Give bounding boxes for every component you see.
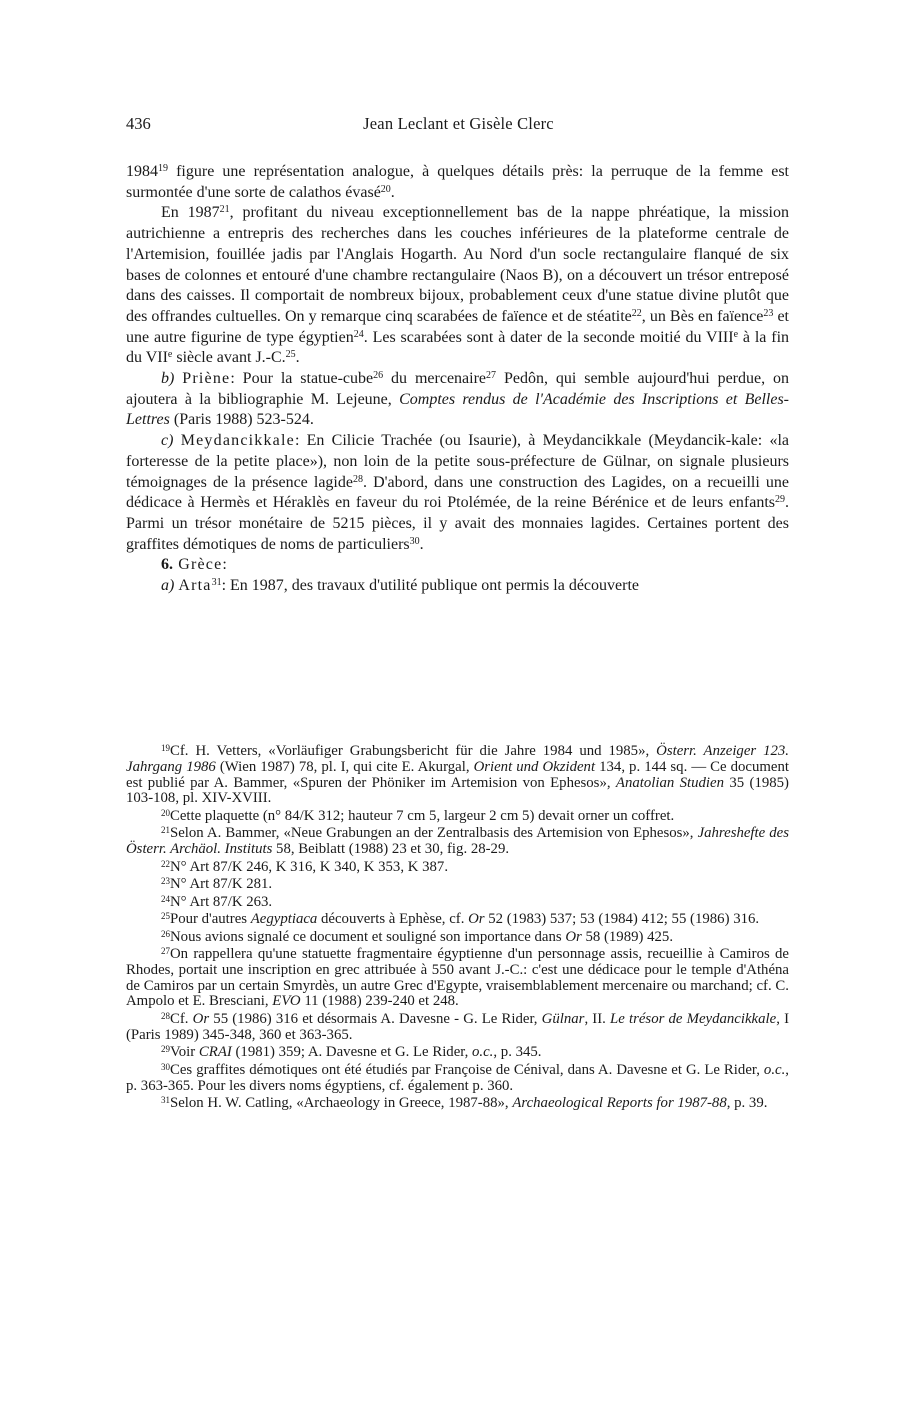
footnote-29: $^{29}$Voir CRAI (1981) 359; A. Davesne et G. Le Rider, o.c., p. 345.: [161, 1044, 542, 1061]
paragraph-priene: b) Priène: Pour la statue-cube$^{26}$ du mercenaire$^{27}$ Pedôn, qui semble aujourd'hui perdue, on ajoutera à la bibliographie M. Lejeune, Comptes rendus de l'Académie des Inscriptions et Belles-Lettres (Paris 1988) 523-524.: [126, 370, 790, 429]
place-name: Meydancikkale: [180, 432, 295, 450]
paragraph-continuation: 1984$^{19}$ figure une représentation analogue, à quelques détails près: la perruque de la femme est surmontée d'une sorte de calathos évasé$^{20}$.: [126, 163, 789, 201]
footnote-31: $^{31}$Selon H. W. Catling, «Archaeology in Greece, 1987-88», Archaeological Reports for 1987-88, p. 39.: [161, 1094, 768, 1111]
footnote-ref: 31: [211, 577, 222, 589]
section-heading-grece: 6. Grèce:: [161, 556, 229, 574]
footnote-21: $^{21}$Selon A. Bammer, «Neue Grabungen an der Zentralbasis des Artemision von Ephesos», Jahreshefte des Österr. Archäol. Instituts 58, Beiblatt (1988) 23 et 30, fig. 28-29.: [126, 825, 789, 858]
running-header: [126, 114, 791, 140]
footnote-27: $^{27}$On rappellera qu'une statuette fragmentaire égyptienne d'un personnage assis, recueillie à Camiros de Rhodes, portait une inscription en grec attribuée à 550 avant J.-C.: c'est une dédicace pour le temple d'Athéna de Camiros par un certain Smyrdès, un autre Grec d'Egypte, vraisemblablement mercenaire ou marchand; cf. C. Ampolo et E. Bresciani, EVO 11 (1988) 239-240 et 248.: [126, 946, 789, 1010]
footnote-ref: 28: [352, 473, 363, 485]
footnote-ref: 24: [353, 328, 364, 340]
paragraph-meydancikkale: c) Meydancikkale: En Cilicie Trachée (ou Isaurie), à Meydancikkale (Meydancik-kale: «la forteresse de la petite place»), non loin de la petite sous-préfecture de Gülnar, on signale plusieurs témoignages de la présence lagide$^{28}$. D'abord, dans une construction des Lagides, on a recueilli une dédicace à Hermès et Héraklès en faveur du roi Ptolémée, de la reine Bérénice et de leurs enfants$^{29}$. Parmi un trésor monétaire de 5215 pièces, il y avait des monnaies lagides. Certaines portent des graffites démotiques de noms de particuliers$^{30}$.: [126, 432, 790, 553]
footnotes: [126, 744, 789, 1113]
footnote-ref: 23: [763, 307, 774, 319]
footnote-28: $^{28}$Cf. Or 55 (1986) 316 et désormais A. Davesne - G. Le Rider, Gülnar, II. Le trésor de Meydancikkale, I (Paris 1989) 345-348, 360 et 363-365.: [126, 1010, 789, 1043]
place-name: Arta: [178, 577, 212, 595]
footnote-ref: 22: [631, 307, 642, 319]
footnote-ref: 20: [380, 183, 391, 195]
footnote-ref: 29: [775, 494, 785, 506]
page-number: 436: [126, 114, 151, 133]
footnote-30: $^{30}$Ces graffites démotiques ont été étudiés par Françoise de Cénival, dans A. Davesne et G. Le Rider, o.c., p. 363-365. Pour les divers noms égyptiens, cf. également p. 360.: [126, 1061, 789, 1094]
paragraph-ephesos-1987: En 1987$^{21}$, profitant du niveau exceptionnellement bas de la nappe phréatique, la mission autrichienne a entrepris des recherches dans les couches inférieures de la plateforme centrale de l'Artemision, fouillée jadis par l'Anglais Hogarth. Au Nord d'un socle rectangulaire flanqué de six bases de colonnes et entouré d'une chambre rectangulaire (Naos B), on a découvert un trésor entreposé dans des caisses. Il comportait de nombreux bijoux, probablement ceux d'une statue divine plutôt que des offrandes cultuelles. On y remarque cinq scarabées de faïence et de stéatite$^{22}$, un Bès en faïence$^{23}$ et une autre figurine de type égyptien$^{24}$. Les scarabées sont à dater de la seconde moitié du VIIIe à la fin du VIIe siècle avant J.-C.$^{25}$.: [126, 204, 790, 367]
footnote-26: $^{26}$Nous avions signalé ce document et souligné son importance dans Or 58 (1989) 425.: [161, 928, 674, 945]
running-title: Jean Leclant et Gisèle Clerc: [363, 114, 554, 133]
footnote-ref: 27: [486, 370, 497, 382]
footnote-19: $^{19}$Cf. H. Vetters, «Vorläufiger Grabungsbericht für die Jahre 1984 und 1985», Österr. Anzeiger 123. Jahrgang 1986 (Wien 1987) 78, pl. I, qui cite E. Akurgal, Orient und Okzident 134, p. 144 sq. — Ce document est publié par A. Bammer, «Spuren der Phöniker im Artemision von Ephesos», Anatolian Studien 35 (1985) 103-108, pl. XIV-XVIII.: [126, 743, 790, 807]
footnote-24: $^{24}$N° Art 87/K 263.: [161, 893, 273, 910]
footnote-25: $^{25}$Pour d'autres Aegyptiaca découverts à Ephèse, cf. Or 52 (1983) 537; 53 (1984) 412; 55 (1986) 316.: [161, 911, 760, 928]
footnote-ref: 30: [409, 535, 420, 547]
footnote-ref: 21: [219, 204, 230, 216]
footnote-22: $^{22}$N° Art 87/K 246, K 316, K 340, K 353, K 387.: [161, 858, 449, 875]
footnote-ref: 26: [373, 370, 384, 382]
body-text: [126, 162, 789, 597]
footnote-ref: 19: [158, 163, 168, 174]
footnote-23: $^{23}$N° Art 87/K 281.: [161, 876, 273, 893]
footnote-20: $^{20}$Cette plaquette (n° 84/K 312; hauteur 7 cm 5, largeur 2 cm 5) devait orner un coffret.: [161, 807, 675, 824]
place-name: Priène: [182, 370, 231, 388]
paragraph-arta: a) Arta$^{31}$: En 1987, des travaux d'utilité publique ont permis la découverte: [161, 577, 640, 595]
footnote-ref: 25: [285, 349, 296, 361]
